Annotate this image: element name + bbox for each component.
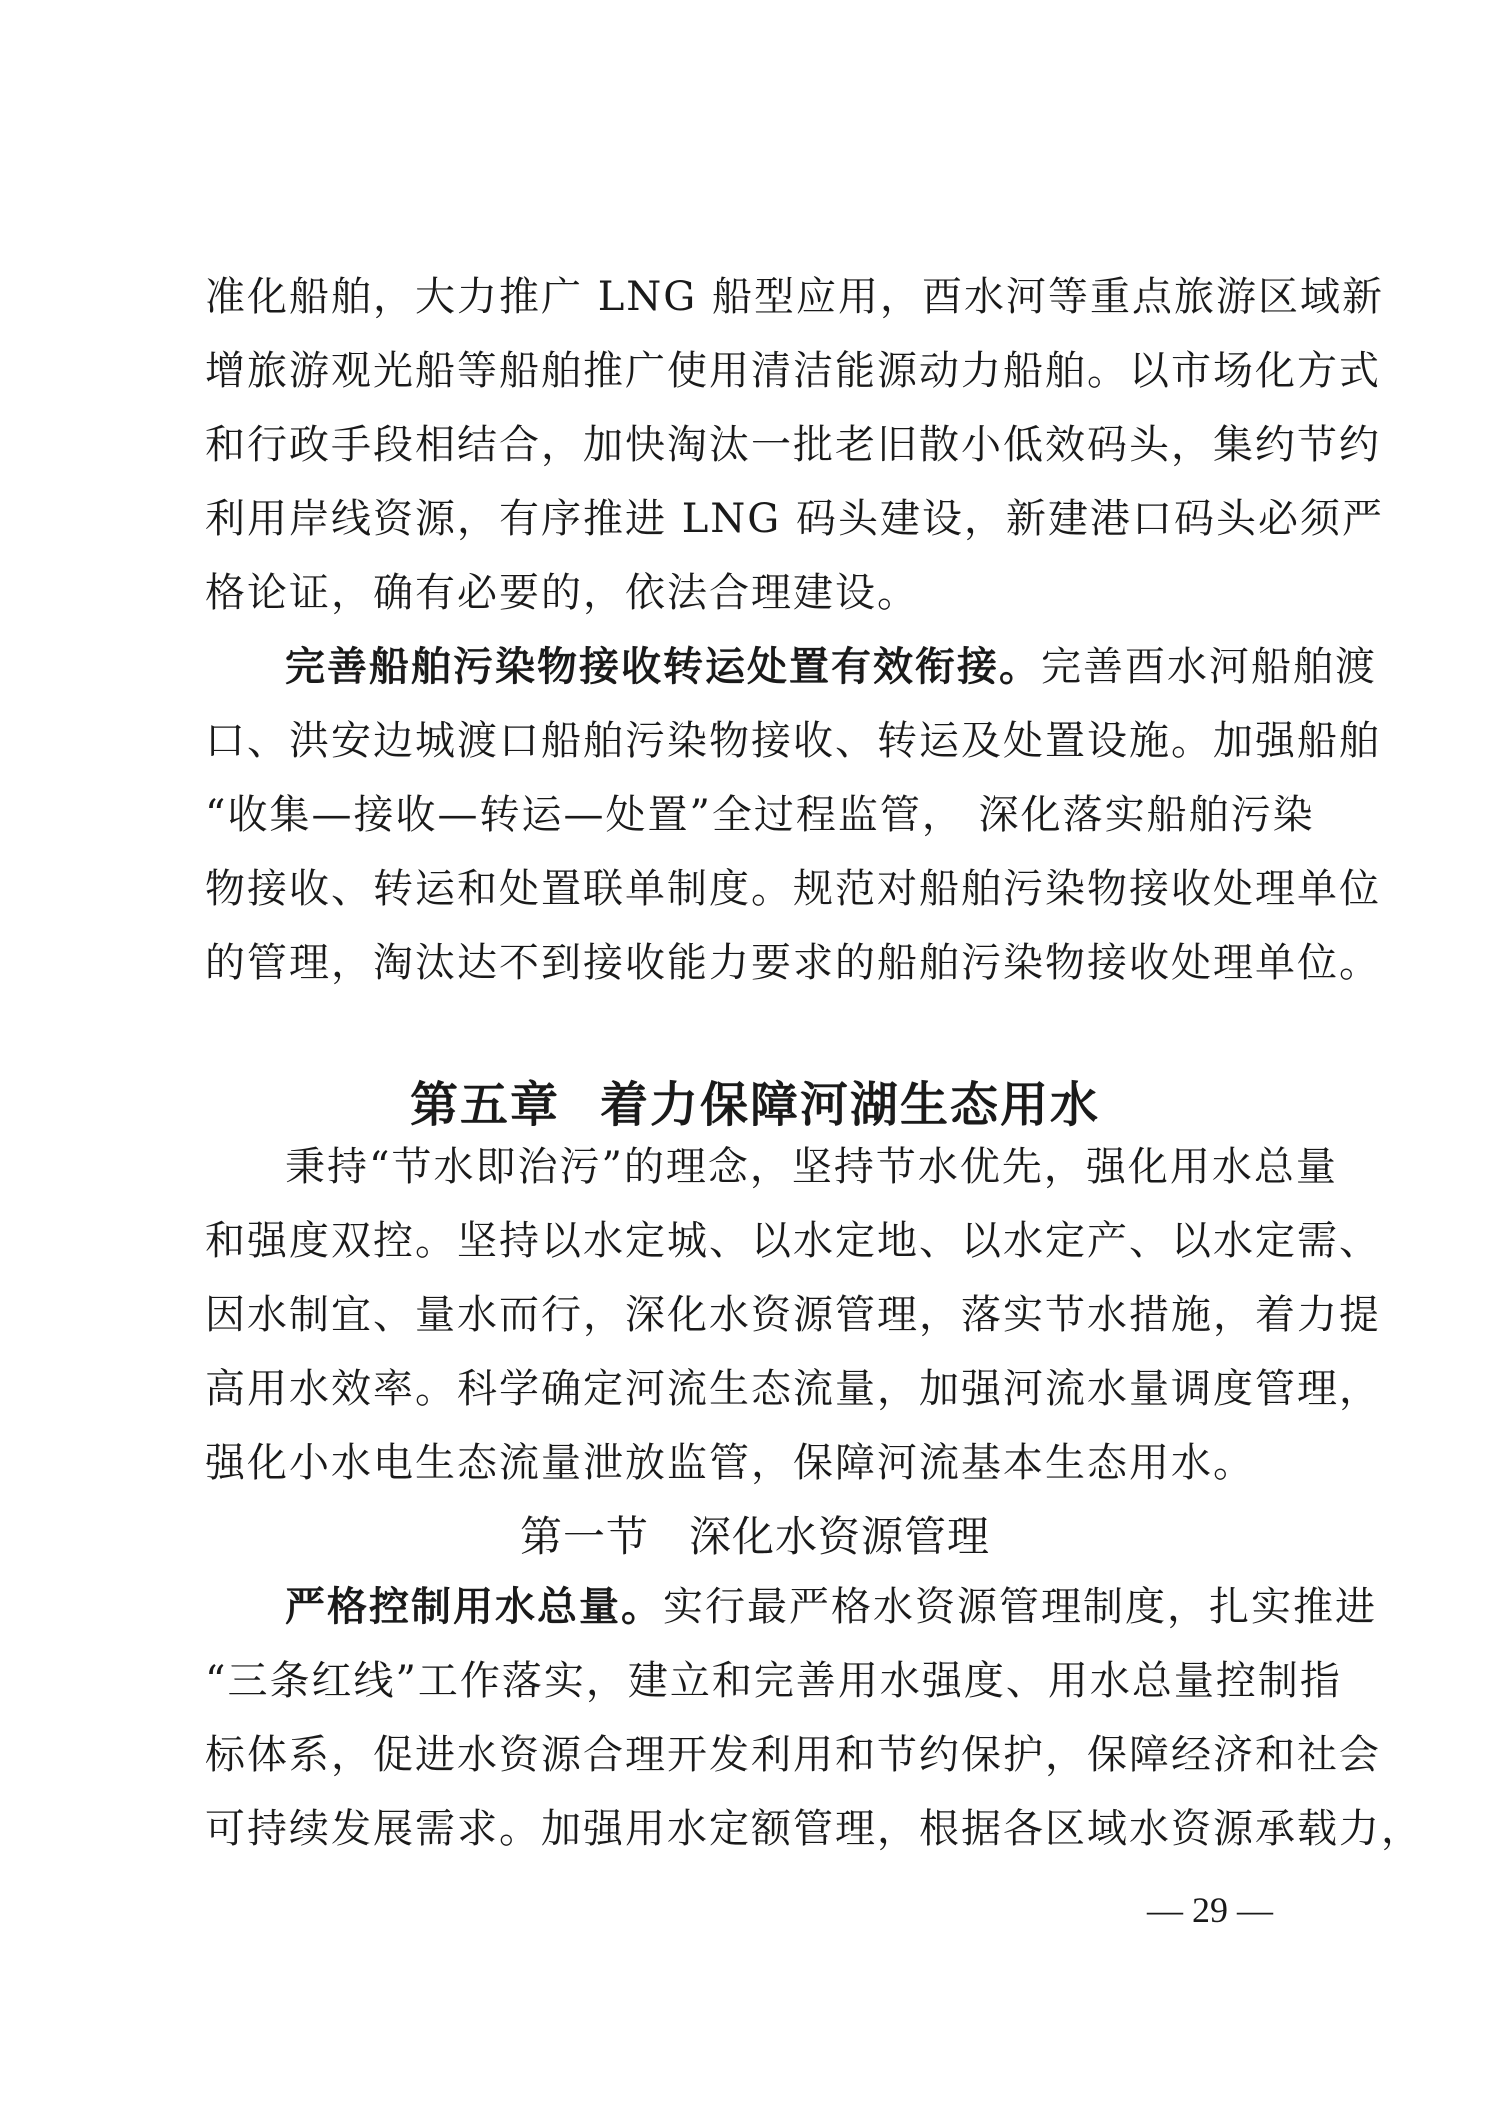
text-line: 的管理，淘汰达不到接收能力要求的船舶污染物接收处理单位。 [205,940,1381,986]
text-line: 和行政手段相结合，加快淘汰一批老旧散小低效码头，集约节约 [205,422,1381,468]
text-line: 高用水效率。科学确定河流生态流量，加强河流水量调度管理， [205,1366,1381,1412]
text-line: 和强度双控。坚持以水定城、以水定地、以水定产、以水定需、 [205,1218,1381,1264]
section-number: 第一节 [519,1512,649,1561]
text-span: 实行最严格水资源管理制度，扎实推进 [663,1584,1377,1630]
text-line: 物接收、转运和处置联单制度。规范对船舶污染物接收处理单位 [205,866,1381,912]
page-number: — 29 — [1147,1890,1273,1930]
chapter-title: 着力保障河湖生态用水 [600,1077,1101,1133]
text-line: 因水制宜、量水而行，深化水资源管理，落实节水措施，着力提 [205,1292,1381,1338]
text-line: 格论证，确有必要的，依法合理建设。 [205,570,919,616]
paragraph-first-line [285,1578,1377,1636]
text-line: 可持续发展需求。加强用水定额管理，根据各区域水资源承载力， [205,1806,1423,1852]
text-line: 口、洪安边城渡口船舶污染物接收、转运及处置设施。加强船舶 [205,718,1381,764]
text-line: “三条红线”工作落实，建立和完善用水强度、用水总量控制指 [205,1658,1342,1704]
text-line: 准化船舶，大力推广 LNG 船型应用，酉水河等重点旅游区域新 [205,274,1384,320]
chapter-heading [205,1070,1305,1140]
section-heading [205,1505,1305,1569]
paragraph-first-line [285,638,1377,696]
text-line: 标体系，促进水资源合理开发利用和节约保护，保障经济和社会 [205,1732,1381,1778]
text-line: “收集—接收—转运—处置”全过程监管， 深化落实船舶污染 [205,792,1315,838]
paragraph-lead-phrase: 严格控制用水总量。 [285,1583,663,1630]
text-line: 利用岸线资源，有序推进 LNG 码头建设，新建港口码头必须严 [205,496,1384,542]
text-span: 完善酉水河船舶渡 [1041,644,1377,690]
chapter-number: 第五章 [409,1077,560,1133]
text-line: 秉持“节水即治污”的理念，坚持节水优先，强化用水总量 [285,1144,1338,1190]
paragraph-lead-phrase: 完善船舶污染物接收转运处置有效衔接。 [285,643,1041,690]
section-title: 深化水资源管理 [689,1512,991,1561]
text-line: 强化小水电生态流量泄放监管，保障河流基本生态用水。 [205,1440,1255,1486]
text-line: 增旅游观光船等船舶推广使用清洁能源动力船舶。以市场化方式 [205,348,1381,394]
